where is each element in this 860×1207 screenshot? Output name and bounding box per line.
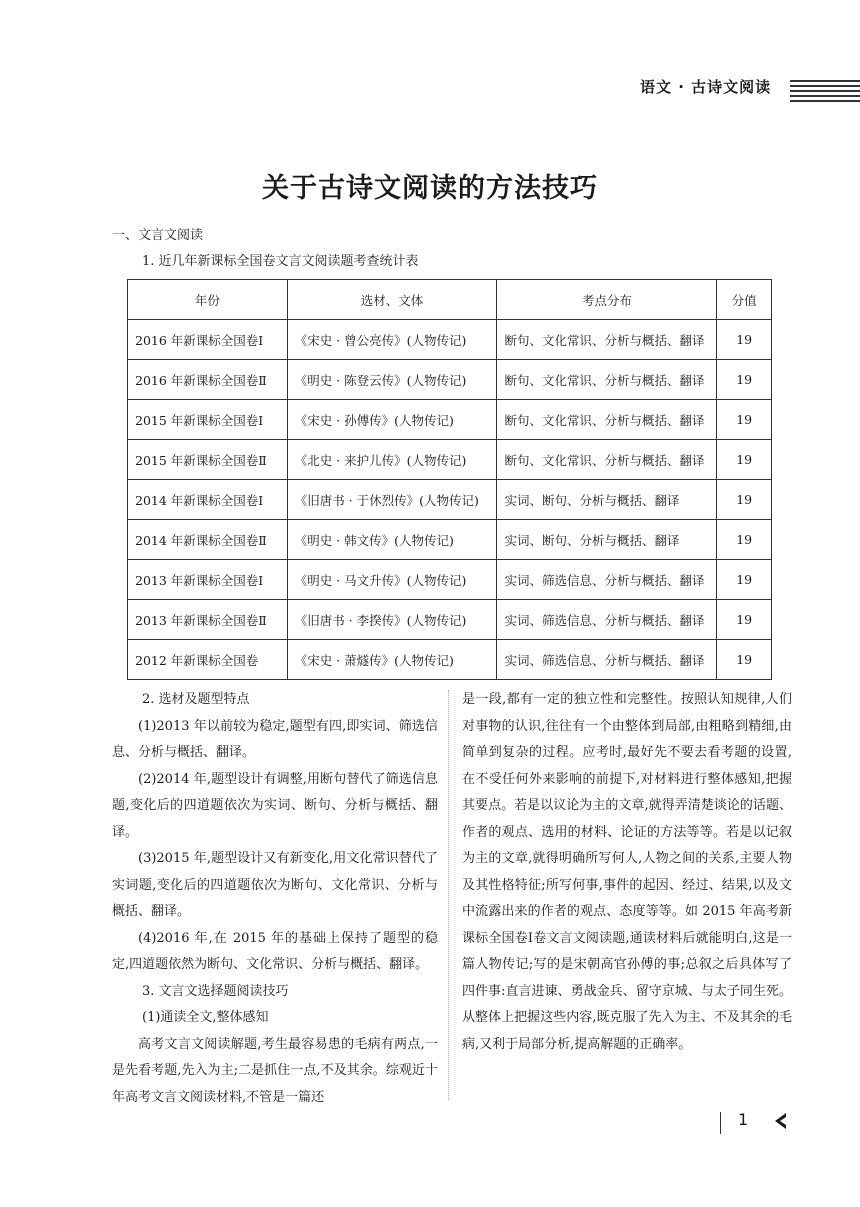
cell-material: 《宋史 · 孙傅传》(人物传记) xyxy=(287,400,497,440)
cell-points: 断句、文化常识、分析与概括、翻译 xyxy=(497,360,717,400)
cell-material: 《明史 · 陈登云传》(人物传记) xyxy=(287,360,497,400)
cell-score: 19 xyxy=(717,320,772,360)
cell-points: 实词、筛选信息、分析与概括、翻译 xyxy=(497,600,717,640)
cell-score: 19 xyxy=(717,520,772,560)
table-row xyxy=(128,360,772,400)
cell-material: 《北史 · 来护儿传》(人物传记) xyxy=(287,440,497,480)
header-year: 年份 xyxy=(128,280,288,320)
cell-year: 2016 年新课标全国卷Ⅰ xyxy=(128,320,288,360)
cell-year: 2014 年新课标全国卷Ⅱ xyxy=(128,520,288,560)
cell-points: 实词、断句、分析与概括、翻译 xyxy=(497,480,717,520)
header-points: 考点分布 xyxy=(497,280,717,320)
subheading-3: 3. 文言文选择题阅读技巧 xyxy=(142,983,289,999)
cell-year: 2016 年新课标全国卷Ⅱ xyxy=(128,360,288,400)
chevron-left-icon xyxy=(770,1111,790,1131)
cell-material: 《旧唐书 · 李揆传》(人物传记) xyxy=(287,600,497,640)
running-header: 语文 · 古诗文阅读 xyxy=(640,78,772,96)
exam-stats-table xyxy=(127,279,772,680)
page-number-separator xyxy=(720,1112,721,1134)
cell-score: 19 xyxy=(717,600,772,640)
header-decoration-lines xyxy=(790,80,860,105)
cell-material: 《明史 · 马文升传》(人物传记) xyxy=(287,560,497,600)
cell-score: 19 xyxy=(717,400,772,440)
paragraph: 高考文言文阅读解题,考生最容易患的毛病有两点,一是先看考题,先入为主;二是抓住一点,不及其余。综观近十年高考文言文阅读材料,不管是一篇还 xyxy=(112,1036,438,1105)
table-row xyxy=(128,320,772,360)
table-header-row xyxy=(128,280,772,320)
cell-score: 19 xyxy=(717,640,772,680)
cell-year: 2015 年新课标全国卷Ⅱ xyxy=(128,440,288,480)
cell-material: 《明史 · 韩文传》(人物传记) xyxy=(287,520,497,560)
section-heading: 一、文言文阅读 xyxy=(112,228,204,243)
cell-points: 断句、文化常识、分析与概括、翻译 xyxy=(497,400,717,440)
cell-year: 2015 年新课标全国卷Ⅰ xyxy=(128,400,288,440)
column-divider xyxy=(448,690,449,1100)
table-row xyxy=(128,400,772,440)
cell-year: 2014 年新课标全国卷Ⅰ xyxy=(128,480,288,520)
paragraph: (3)2015 年,题型设计又有新变化,用文化常识替代了实词题,变化后的四道题依次为断句、文化常识、分析与概括、翻译。 xyxy=(112,851,438,919)
paragraph: (1)2013 年以前较为稳定,题型有四,即实词、筛选信息、分析与概括、翻译。 xyxy=(112,718,438,760)
cell-points: 断句、文化常识、分析与概括、翻译 xyxy=(497,320,717,360)
cell-points: 断句、文化常识、分析与概括、翻译 xyxy=(497,440,717,480)
table-row xyxy=(128,520,772,560)
subheading-3-1: (1)通读全文,整体感知 xyxy=(142,1010,269,1025)
cell-material: 《宋史 · 萧燧传》(人物传记) xyxy=(287,640,497,680)
cell-score: 19 xyxy=(717,440,772,480)
cell-year: 2013 年新课标全国卷Ⅱ xyxy=(128,600,288,640)
left-column xyxy=(112,687,438,1111)
cell-points: 实词、筛选信息、分析与概括、翻译 xyxy=(497,560,717,600)
table-row xyxy=(128,440,772,480)
paragraph: (4)2016 年,在 2015 年的基础上保持了题型的稳定,四道题依然为断句、文化常识、分析与概括、翻译。 xyxy=(112,930,438,972)
table-row xyxy=(128,480,772,520)
table-caption: 1. 近几年新课标全国卷文言文阅读题考查统计表 xyxy=(142,254,419,269)
subheading-2: 2. 选材及题型特点 xyxy=(142,692,250,707)
header-material: 选材、文体 xyxy=(287,280,497,320)
table-row xyxy=(128,560,772,600)
page-title: 关于古诗文阅读的方法技巧 xyxy=(262,173,598,204)
header-score: 分值 xyxy=(717,280,772,320)
right-column xyxy=(462,687,792,1058)
cell-score: 19 xyxy=(717,480,772,520)
cell-points: 实词、断句、分析与概括、翻译 xyxy=(497,520,717,560)
table-row xyxy=(128,640,772,680)
cell-points: 实词、筛选信息、分析与概括、翻译 xyxy=(497,640,717,680)
cell-year: 2013 年新课标全国卷Ⅰ xyxy=(128,560,288,600)
cell-score: 19 xyxy=(717,360,772,400)
cell-material: 《宋史 · 曾公亮传》(人物传记) xyxy=(287,320,497,360)
paragraph: (2)2014 年,题型设计有调整,用断句替代了筛选信息题,变化后的四道题依次为实词、断句、分析与概括、翻译。 xyxy=(112,771,438,840)
cell-score: 19 xyxy=(717,560,772,600)
page-number: 1 xyxy=(738,1110,749,1129)
cell-year: 2012 年新课标全国卷 xyxy=(128,640,288,680)
paragraph: 是一段,都有一定的独立性和完整性。按照认知规律,人们对事物的认识,往往有一个由整体到局部,由粗略到精细,由简单到复杂的过程。应考时,最好先不要去看考题的设置,在不受任何外来影响的前提下,对材料进行整体感知,把握其要点。若是以议论为主的文章,就得弄清楚谈论的话题、作者的观点、选用的材料、论证的方法等等。若是以记叙为主的文章,就得明确所写何人,人物之间的关系,主要人物及其性格特征;所写何事,事件的起因、经过、结果,以及文中流露出来的作者的观点、态度等等。如 2015 年高考新课标全国卷Ⅰ卷文言文阅读题,通读材料后就能明白,这是一篇人物传记;写的是宋朝高官孙傅的事;总叙之后具体写了四件事:直言进谏、勇战金兵、留守京城、与太子同生死。从整体上把握这些内容,既克服了先入为主、不及其余的毛病,又利于局部分析,提高解题的正确率。 xyxy=(462,692,792,1052)
table-row xyxy=(128,600,772,640)
cell-material: 《旧唐书 · 于休烈传》(人物传记) xyxy=(287,480,497,520)
